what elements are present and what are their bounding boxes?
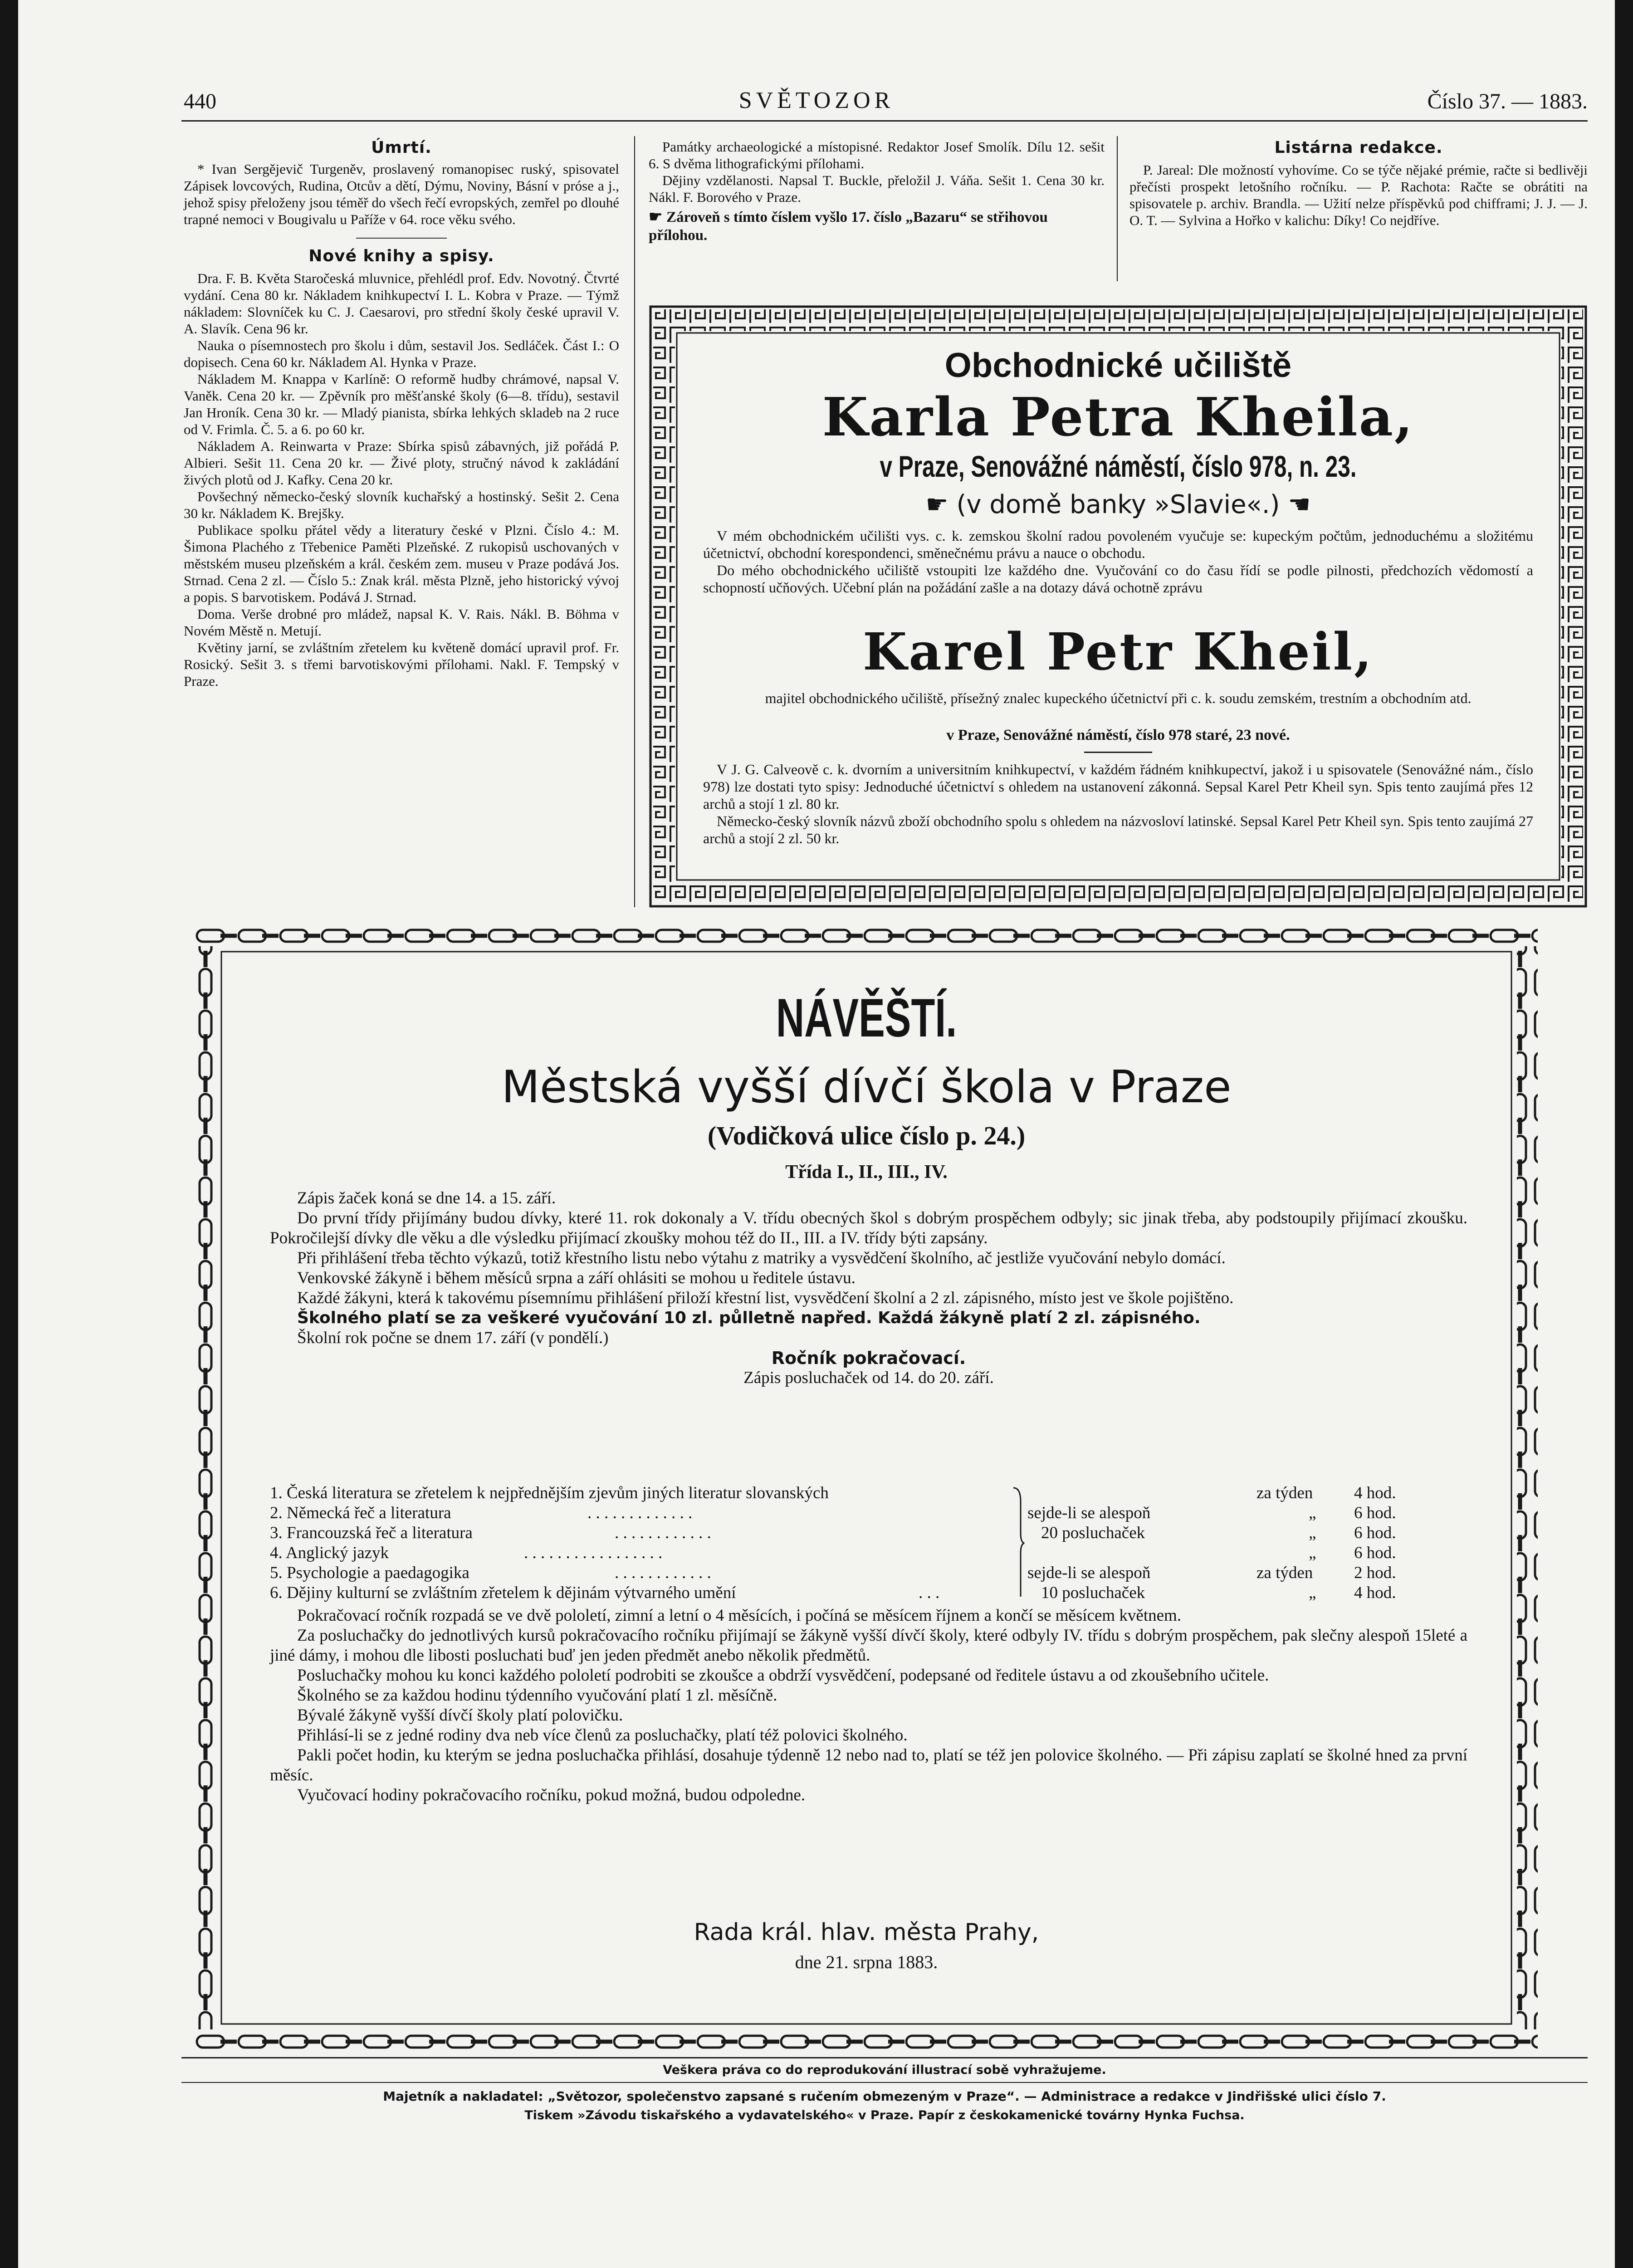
knihy-item: Dra. F. B. Květa Staročeská mluvnice, přehlédl prof. Edv. Novotný. Čtvrté vydání. Cena 80 kr. Nákladem knihkupectví I. L. Kobra v Praze. — Týmž nákladem: Slovníček ku C. J. Caesarovi, pro střední školy české upravil V. A. Slavík. Cena 96 kr. <box>184 270 619 337</box>
continuation-enrollment: Zápis posluchaček od 14. do 20. září. <box>743 1369 994 1387</box>
page-number: 440 <box>184 89 216 113</box>
course-bracket <box>1012 1483 1025 1603</box>
knihy-item: Nauka o písemnostech pro školu i dům, sestavil Jos. Sedláček. Část I.: O dopisech. Cena 60 kr. Nákladem Al. Hynka v Praze. <box>184 337 619 370</box>
course-frequency: „ <box>1309 1504 1316 1522</box>
listarna-heading: Listárna redakce. <box>1274 138 1443 157</box>
col2-item: Památky archaeologické a místopisné. Redaktor Josef Smolík. Dílu 12. sešit 6. S dvěma lithografickými přílohami. <box>649 139 1105 171</box>
course-dots: . . . . . . . . . . . . <box>615 1564 711 1582</box>
column-divider <box>634 136 635 907</box>
owner-address: v Praze, Senovážné náměstí, číslo 978 staré, 23 nové. <box>946 727 1290 743</box>
continuation-heading: Ročník pokračovací. <box>771 1348 966 1368</box>
school-address: (Vodičková ulice číslo p. 24.) <box>707 1121 1026 1150</box>
publisher-line: Majetník a nakladatel: „Světozor, společenstvo zapsané s ručením obmezeným v Praze“. — Administrace a redakce v Jindřišské ulici číslo 7. <box>383 2089 1386 2104</box>
course-frequency: „ <box>1309 1584 1316 1602</box>
ad-divider <box>1084 752 1152 753</box>
school-address: v Praze, Senovážné náměstí, číslo 978, n. 23. <box>880 450 1357 483</box>
umrti-heading: Úmrtí. <box>371 138 432 157</box>
col2-item: Dějiny vzdělanosti. Napsal T. Buckle, přeložil J. Váňa. Sešit 1. Cena 30 kr. Nákl. F. Borového v Praze. <box>649 172 1105 205</box>
school-year-start: Školní rok počne se dnem 17. září (v pondělí.) <box>297 1329 609 1347</box>
column-divider <box>1117 136 1118 281</box>
footer-rule <box>181 2082 1588 2083</box>
tuition-notice: Školného platí se za veškeré vyučování 10 zl. půlletně napřed. Každá žákyně platí 2 zl. zápisného. <box>297 1309 1201 1327</box>
course-name: 4. Anglický jazyk <box>270 1544 389 1562</box>
navesti-paragraph: Za posluchačky do jednotlivých kursů pokračovacího ročníku přijímají se žákyně vyšší dívčí školy, které odbyly IV. třídu s dobrým prospěchem, pak slečny alespoň 15leté a jiné dámy, i mohou dle libosti posluchati buď jen jeden předmět anebo několik předmětů. <box>270 1626 1467 1665</box>
course-note: 20 posluchaček <box>1041 1524 1145 1542</box>
course-table <box>270 1483 1467 1603</box>
ad-paragraph: Do mého obchodnického učiliště vstoupiti lze každého dne. Vyučování co do času řídí se podle pilnosti, předchozích vědomostí a schopností učňových. Učební plán na požádání zašle a na dotazy dává ochotně zprávu <box>703 562 1533 596</box>
announcement-date: dne 21. srpna 1883. <box>795 1952 938 1972</box>
course-row <box>270 1503 1467 1523</box>
pointing-hand-icon: ☛ <box>925 490 957 519</box>
course-frequency: „ <box>1309 1524 1316 1542</box>
course-note: 10 posluchaček <box>1041 1584 1145 1602</box>
course-dots: . . . <box>919 1584 940 1602</box>
kheil-advertisement <box>649 305 1588 908</box>
knihy-item: Doma. Verše drobné pro mládež, napsal K. V. Rais. Nákl. B. Böhma v Novém Městě n. Metují. <box>184 606 619 639</box>
course-hours: 6 hod. <box>1354 1544 1396 1562</box>
header-rule <box>181 120 1588 122</box>
rights-notice: Veškera práva co do reprodukování illustrací sobě vyhražujeme. <box>663 2063 1106 2077</box>
bank-building: ☛ (v domě banky »Slavie«.) ☚ <box>925 490 1311 519</box>
knihy-item: Nákladem M. Knappa v Karlíně: O reformě hudby chrámové, napsal V. Vaněk. Cena 20 kr. — Zpěvník pro měšťanské školy (6—8. třídu), sestavil Jan Hroník. Cena 30 kr. — Mladý pianista, sbírka lehkých skladeb na 2 ruce od V. Frimla. Č. 5. a 6. po 60 kr. <box>184 371 619 437</box>
navesti-paragraph: Školného se za každou hodinu týdenního vyučování platí 1 zl. měsíčně. <box>297 1686 777 1705</box>
left-scan-edge <box>0 0 18 2268</box>
umrti-text: * Ivan Sergějevič Turgeněv, proslavený romanopisec ruský, spisovatel Zápisek lovcových, Rudina, Otcův a dětí, Dýmu, Noviny, Básní v próse a j., jehož spisy přeloženy jsou téměř do všech řečí evropských, zemřel po dlouhé trapné nemoci v Bougivalu u Paříže v 64. roce věku svého. <box>184 161 619 227</box>
bazar-notice: ☛ Zároveň s tímto číslem vyšlo 17. číslo „Bazaru“ se střihovou přílohou. <box>649 209 1048 244</box>
knihy-heading: Nové knihy a spisy. <box>308 247 494 265</box>
section-divider <box>356 238 447 239</box>
navesti-paragraph: Do první třídy přijímány budou dívky, které 11. rok dokonaly a V. třídu obecných škol s dobrým prospěchem odbyly; sic jinak třeba, aby podstoupily přijímací zkoušku. Pokročilejší dívky dle věku a dle výsledku přijímací zkoušky mohou též do II., III. a IV. třídy býti zapsány. <box>270 1209 1467 1247</box>
column-right <box>1129 138 1588 229</box>
course-dots: . . . . . . . . . . . . . . . . . <box>524 1544 663 1562</box>
navesti-paragraph: Pokračovací ročník rozpadá se ve dvě pololetí, zimní a letní o 4 měsících, i počíná se měsícem říjnem a končí se měsícem květnem. <box>297 1606 1182 1625</box>
course-hours: 4 hod. <box>1354 1484 1396 1502</box>
column-middle <box>649 138 1105 244</box>
course-frequency: za týden <box>1257 1564 1313 1582</box>
kheil-name-large: Karel Petr Kheil, <box>862 622 1374 682</box>
ad-paragraph: Německo-český slovník názvů zboží obchodního spolu s ohledem na názvosloví latinské. Sepsal Karel Petr Kheil syn. Spis tento zaujímá 27 archů a stojí 2 zl. 50 kr. <box>703 813 1533 846</box>
school-name: Obchodnické učiliště <box>944 346 1292 385</box>
knihy-item: Publikace spolku přátel vědy a literatury české v Plzni. Číslo 4.: M. Šimona Plachého z Třebenice Paměti Plzeňské. Z rukopisů uschovaných v městském museu plzeňském a král. českém zem. museu v Praze podává Jos. Strnad. Cena 2 zl. — Číslo 5.: Znak král. města Plzně, jeho historický vývoj a popis. S barvotiskem. Podává J. Strnad. <box>184 522 619 605</box>
knihy-list <box>184 270 619 689</box>
printer-line: Tiskem »Závodu tiskařského a vydavatelského« v Praze. Papír z českokamenické továrny Hynka Fuchsa. <box>524 2108 1245 2122</box>
knihy-item: Povšechný německo-český slovník kuchařský a hostinský. Sešit 2. Cena 30 kr. Nákladem K. Brejšky. <box>184 489 619 521</box>
course-row <box>270 1583 1467 1603</box>
course-name: 3. Francouzská řeč a literatura <box>270 1524 473 1542</box>
course-name: 6. Dějiny kulturní se zvláštním zřetelem k dějinám výtvarného umění <box>270 1584 736 1602</box>
course-row <box>270 1543 1467 1563</box>
navesti-paragraph: Posluchačky mohou ku konci každého pololetí podrobiti se zkoušce a obdrží vysvědčení, podepsané od ředitele ústavu a od zkoušebního učitele. <box>297 1666 1269 1685</box>
right-scan-edge <box>1615 0 1633 2268</box>
course-row <box>270 1563 1467 1583</box>
ad-books <box>703 761 1533 847</box>
issue-number: Číslo 37. — 1883. <box>1427 89 1588 113</box>
course-note: sejde-li se alespoň <box>1027 1564 1151 1582</box>
course-frequency: za týden <box>1257 1484 1313 1502</box>
navesti-paragraph: Při přihlášení třeba těchto výkazů, totiž křestního listu nebo výtahu z matriky a vysvědčení školního, ač jestliže vyučování nebylo domácí. <box>297 1249 1226 1267</box>
column-left <box>184 138 619 689</box>
listarna-text: P. Jareal: Dle možností vyhovíme. Co se týče nějaké prémie, račte si bedlivěji přečísti prospekt letošního ročníku. — P. Rachota: Račte se obrátiti na spisovatele p. archiv. Brandla. — Užití nelze příspěvků pod chifframi; J. J. — J. O. T. — Sylvina a Hořko v kalichu: Díky! Co nejdříve. <box>1129 162 1588 228</box>
course-name: 5. Psychologie a paedagogika <box>270 1564 469 1582</box>
course-frequency: „ <box>1309 1544 1316 1562</box>
owner-title: majitel obchodnického učiliště, přísežný znalec kupeckého účetnictví při c. k. soudu zemském, trestním a obchodním atd. <box>765 690 1472 706</box>
col2-items <box>649 138 1105 205</box>
course-row <box>270 1523 1467 1543</box>
course-hours: 6 hod. <box>1354 1504 1396 1522</box>
ad-text-block <box>703 527 1533 596</box>
course-hours: 2 hod. <box>1354 1564 1396 1582</box>
class-list: Třída I., II., III., IV. <box>785 1162 948 1183</box>
ad-paragraph: V mém obchodnickém učilišti vys. c. k. zemskou školní radou povoleném vyučuje se: kupeckým počtům, jednoduchému a složitému účetnictví, obchodní korespondenci, směnečnému právu a nauce o obchodu. <box>703 528 1533 561</box>
course-row <box>270 1483 1467 1503</box>
pointing-hand-icon: ☛ <box>649 209 666 225</box>
navesti-paragraphs-2 <box>270 1606 1467 1805</box>
navesti-announcement <box>195 925 1538 2050</box>
course-dots: . . . . . . . . . . . . . <box>587 1504 693 1522</box>
course-dots: . . . . . . . . . . . . <box>615 1524 711 1542</box>
course-note: sejde-li se alespoň <box>1027 1504 1151 1522</box>
footer-rule <box>181 2057 1588 2058</box>
navesti-paragraph: Bývalé žákyně vyšší dívčí školy platí polovičku. <box>297 1706 623 1725</box>
course-name: 2. Německá řeč a literatura <box>270 1504 451 1522</box>
school-title: Městská vyšší dívčí škola v Praze <box>501 1061 1232 1113</box>
pointing-hand-icon: ☚ <box>1280 490 1311 519</box>
journal-title: SVĚTOZOR <box>738 88 895 113</box>
navesti-paragraph: Venkovské žákyně i během měsíců srpna a září ohlásiti se mohou u ředitele ústavu. <box>297 1269 856 1287</box>
owner-name: Karla Petra Kheila, <box>822 386 1414 448</box>
navesti-paragraph: Každé žákyni, která k takovému písemnímu přihlášení přiloží křestní list, vysvědčení školní a 2 zl. zápisného, místo jest ve škole pojištěno. <box>297 1289 1234 1307</box>
knihy-item: Květiny jarní, se zvláštním zřetelem ku květeně domácí upravil prof. Fr. Rosický. Sešit 3. s třemi barvotiskovými přílohami. Nakl. F. Tempský v Praze. <box>184 640 619 689</box>
navesti-title: NÁVĚŠTÍ. <box>776 987 957 1048</box>
ad-paragraph: V J. G. Calveově c. k. dvorním a universitním knihkupectví, v každém řádném knihkupectví, jakož i u spisovatele (Senovážné nám., číslo 978) lze dostati tyto spisy: Jednoduché účetnictví s ohledem na ustanovení zákonná. Sepsal Karel Petr Kheil syn. Spis tento zaujímá přes 12 archů a stojí 1 zl. 80 kr. <box>703 761 1533 812</box>
course-hours: 6 hod. <box>1354 1524 1396 1542</box>
signature: Rada král. hlav. města Prahy, <box>694 1919 1039 1946</box>
navesti-paragraph: Přihlásí-li se z jedné rodiny dva neb více členů za posluchačky, platí též polovici školného. <box>297 1726 908 1745</box>
navesti-paragraph: Zápis žaček koná se dne 14. a 15. září. <box>297 1189 556 1207</box>
course-hours: 4 hod. <box>1354 1584 1396 1602</box>
navesti-paragraph: Vyučovací hodiny pokračovacího ročníku, pokud možná, budou odpoledne. <box>297 1786 806 1804</box>
navesti-paragraph: Pakli počet hodin, ku kterým se jedna posluchačka přihlásí, dosahuje týdenně 12 nebo nad to, platí se též jen polovice školného. — Při zápisu zaplatí se školné hned za první měsíc. <box>270 1746 1467 1784</box>
navesti-paragraphs <box>270 1188 1467 1388</box>
course-name: 1. Česká literatura se zřetelem k nejpřednějším zjevům jiných literatur slovanských <box>270 1484 829 1502</box>
knihy-item: Nákladem A. Reinwarta v Praze: Sbírka spisů zábavných, již pořádá P. Albieri. Sešit 11. Cena 20 kr. — Živé ploty, stručný návod k zakládání živých plotů od J. Kafky. Cena 20 kr. <box>184 438 619 488</box>
